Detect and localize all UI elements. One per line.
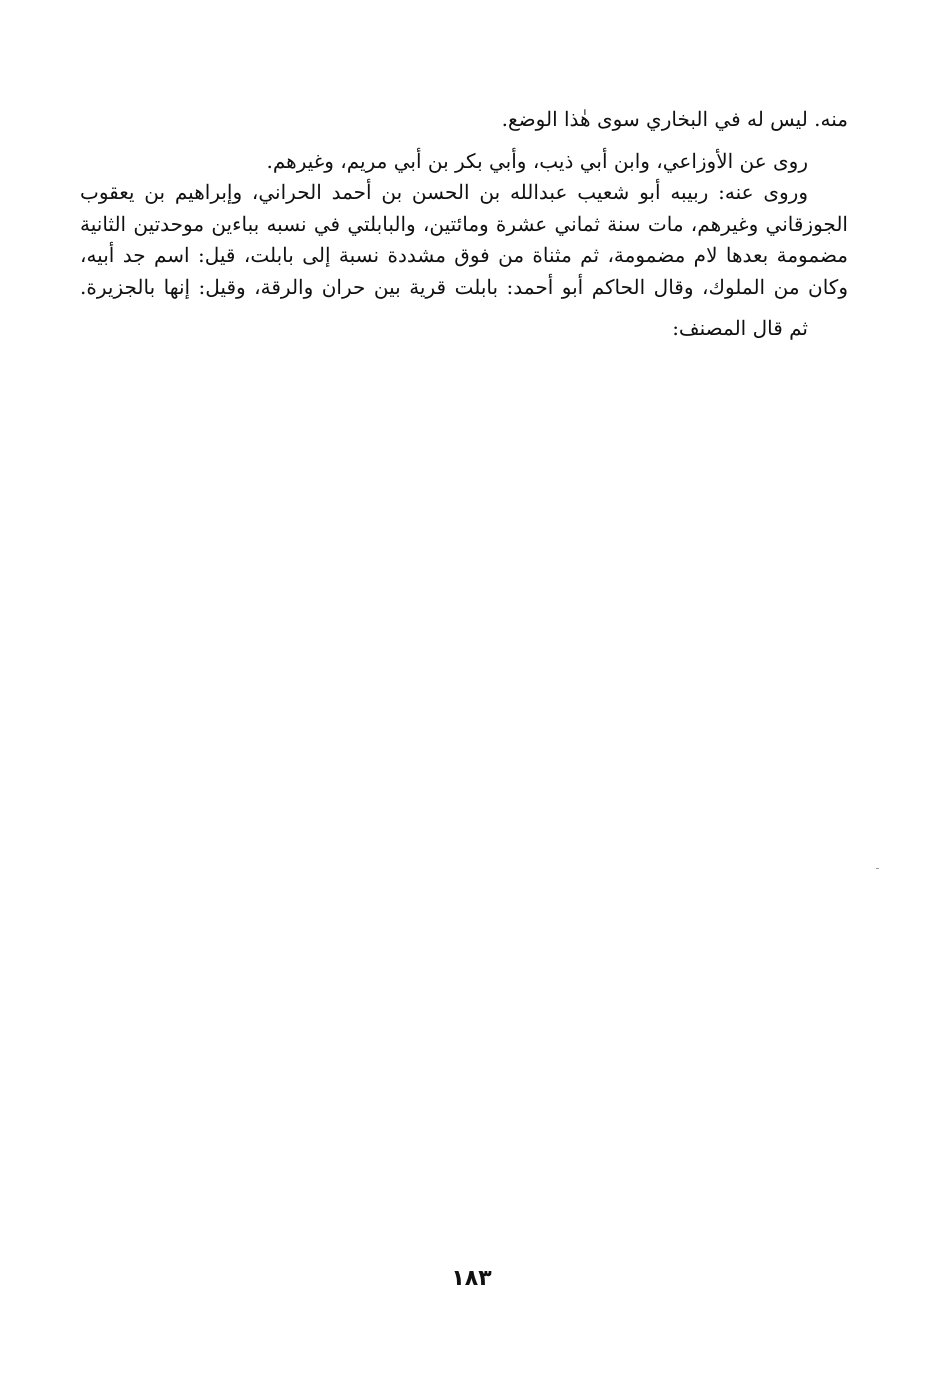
scan-speck: [876, 868, 879, 869]
text-line-7: ثم قال المصنف:: [672, 316, 808, 340]
text-line-4: الجوزقاني وغيرهم، مات سنة ثماني عشرة ومائتين، والبابلتي في نسبه بباءين موحدتين الثانية: [80, 211, 848, 236]
text-line-2: روى عن الأوزاعي، وابن أبي ذيب، وأبي بكر بن أبي مريم، وغيرهم.: [266, 148, 808, 173]
body-text: [80, 104, 848, 345]
text-line-3: وروى عنه: ربيبه أبو شعيب عبدالله بن الحسن بن أحمد الحراني، وإبراهيم بن يعقوب: [80, 180, 808, 204]
page-number: ١٨٣: [451, 1266, 492, 1291]
text-line-1: منه. ليس له في البخاري سوى هٰذا الوضع.: [501, 107, 848, 131]
text-line-5: مضمومة بعدها لام مضمومة، ثم مثناة من فوق مشددة نسبة إلى بابلت، قيل: اسم جد أبيه،: [80, 243, 848, 267]
text-line-6: وكان من الملوك، وقال الحاكم أبو أحمد: بابلت قرية بين حران والرقة، وقيل: إنها بالجزيرة.: [80, 274, 848, 299]
